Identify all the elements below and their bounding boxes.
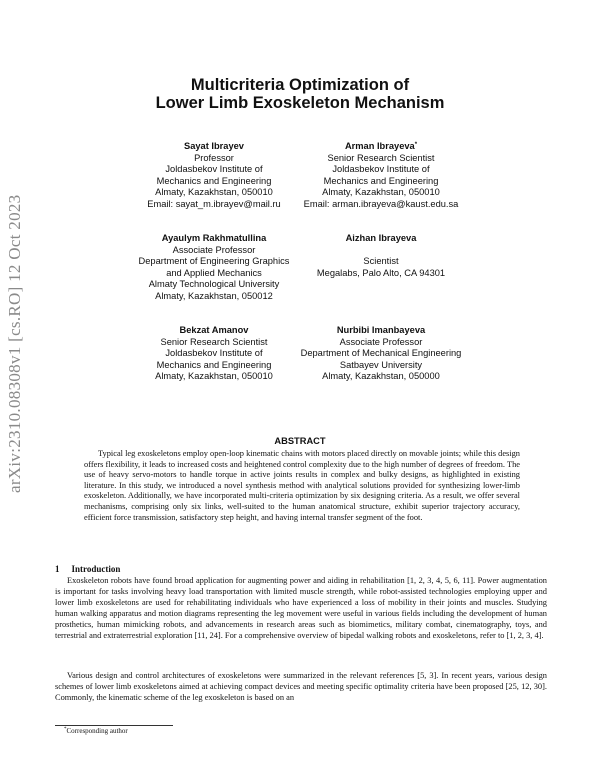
section-number: 1 xyxy=(55,564,60,574)
author-affiliation: Joldasbekov Institute of xyxy=(332,164,430,175)
author-address: Almaty, Kazakhstan, 050010 xyxy=(155,371,273,382)
section-title: Introduction xyxy=(71,564,121,574)
title-line-1: Multicriteria Optimization of xyxy=(190,76,410,94)
author-affiliation: Joldasbekov Institute of xyxy=(165,164,263,175)
author-title: Senior Research Scientist xyxy=(327,152,435,163)
footnote-divider xyxy=(55,725,173,726)
author-title: Associate Professor xyxy=(172,244,256,255)
footnote-marker[interactable]: * xyxy=(414,142,418,148)
footnote xyxy=(64,727,128,735)
author-name: Sayat Ibrayev xyxy=(184,141,244,151)
author-email[interactable]: Email: arman.ibrayeva@kaust.edu.sa xyxy=(303,198,459,209)
author-email[interactable]: Email: sayat_m.ibrayev@mail.ru xyxy=(147,198,281,209)
author-affiliation: Department of Mechanical Engineering xyxy=(300,348,462,359)
author-spacer xyxy=(266,245,496,257)
author-affiliation: Department of Engineering Graphics xyxy=(138,256,290,267)
author-title: Scientist xyxy=(363,256,399,267)
footnote-text: Corresponding author xyxy=(66,727,128,735)
author-affiliation: Almaty Technological University xyxy=(148,279,280,290)
author-address: Almaty, Kazakhstan, 050000 xyxy=(322,371,440,382)
author-name-text: Arman Ibrayeva xyxy=(344,141,415,151)
title-line-2: Lower Limb Exoskeleton Mechanism xyxy=(155,94,445,112)
author-address: Almaty, Kazakhstan, 050012 xyxy=(155,290,273,301)
author-name: Aizhan Ibrayeva xyxy=(345,233,417,243)
author-affiliation: and Applied Mechanics xyxy=(166,267,262,278)
author-name: Ayaulym Rakhmatullina xyxy=(161,233,267,243)
author-address: Almaty, Kazakhstan, 050010 xyxy=(322,187,440,198)
introduction-paragraph-1: Exoskeleton robots have found broad application for augmenting power and aiding in rehabilitation [1, 2, 3, 4, 5, 6, 11]. Power augmentation is important for tasks involving heavy load transportation with limited muscle strength, while robot-assisted technologies employing upper and lower limb exoskeletons are used for rehabilitating individuals who have experienced a loss of mobility in their joints and muscles. Studying human walking apparatus and motion diagrams representing the leg movement were useful in various fields including the development of human prosthetics, human mimicking robots, and advancements in research areas such as biomimetics, military combat, cinematography, toys, and terrestrial and extraterrestrial exploration [11, 24]. For a comprehensive overview of bipedal walking robots and exoskeletons, refer to [1, 2, 3, 4]. xyxy=(55,576,547,640)
author-block-arman-ibrayeva xyxy=(266,141,496,211)
author-affiliation: Mechanics and Engineering xyxy=(323,175,439,186)
author-title: Professor xyxy=(194,152,234,163)
footnote-marker: * xyxy=(64,727,67,732)
author-affiliation: Mechanics and Engineering xyxy=(156,359,272,370)
author-block-aizhan-ibrayeva xyxy=(266,233,496,279)
author-block-nurbibi-imanbayeva xyxy=(266,325,496,383)
abstract-heading: ABSTRACT xyxy=(274,436,326,446)
author-name: Nurbibi Imanbayeva xyxy=(336,325,426,335)
author-title: Senior Research Scientist xyxy=(160,336,268,347)
author-address: Almaty, Kazakhstan, 050010 xyxy=(155,187,273,198)
introduction-paragraph-2: Various design and control architectures of exoskeletons were summarized in the relevant references [5, 3]. In recent years, various design schemes of lower limb exoskeletons aimed at achieving compact devices and meeting specific optimality criteria have been proposed [25, 12, 30]. Commonly, the kinematic scheme of the leg exoskeleton is based on an xyxy=(55,671,547,702)
author-affiliation: Mechanics and Engineering xyxy=(156,175,272,186)
author-title: Associate Professor xyxy=(339,336,423,347)
author-address: Megalabs, Palo Alto, CA 94301 xyxy=(316,267,446,278)
section-heading-introduction xyxy=(55,564,120,574)
paper-title xyxy=(0,76,600,112)
author-affiliation: Joldasbekov Institute of xyxy=(165,348,263,359)
author-name: Bekzat Amanov xyxy=(179,325,249,335)
abstract-text: Typical leg exoskeletons employ open-loop kinematic chains with motors placed directly on movable joints; while this design offers flexibility, it leads to increased costs and heightened control complexity due to the high number of degrees of freedom. The use of heavy servo-motors to handle torque in active joints results in complex and bulky designs, as highlighted in existing literature. In this study, we introduced a novel synthesis method with analytical solutions provided for synthesizing lower-limb exoskeleton. Additionally, we have incorporated multi-criteria optimization by six designing criteria. As a result, we offer several mechanisms, comprising only six links, well-suited to the human anatomical structure, exhibit superior trajectory accuracy, efficient force transmission, satisfactory step height, and having internal transfer segment of the foot. xyxy=(84,449,520,522)
author-name xyxy=(266,141,496,153)
author-affiliation: Satbayev University xyxy=(339,359,423,370)
arxiv-identifier-stamp: arXiv:2310.08308v1 [cs.RO] 12 Oct 2023 xyxy=(5,194,24,493)
